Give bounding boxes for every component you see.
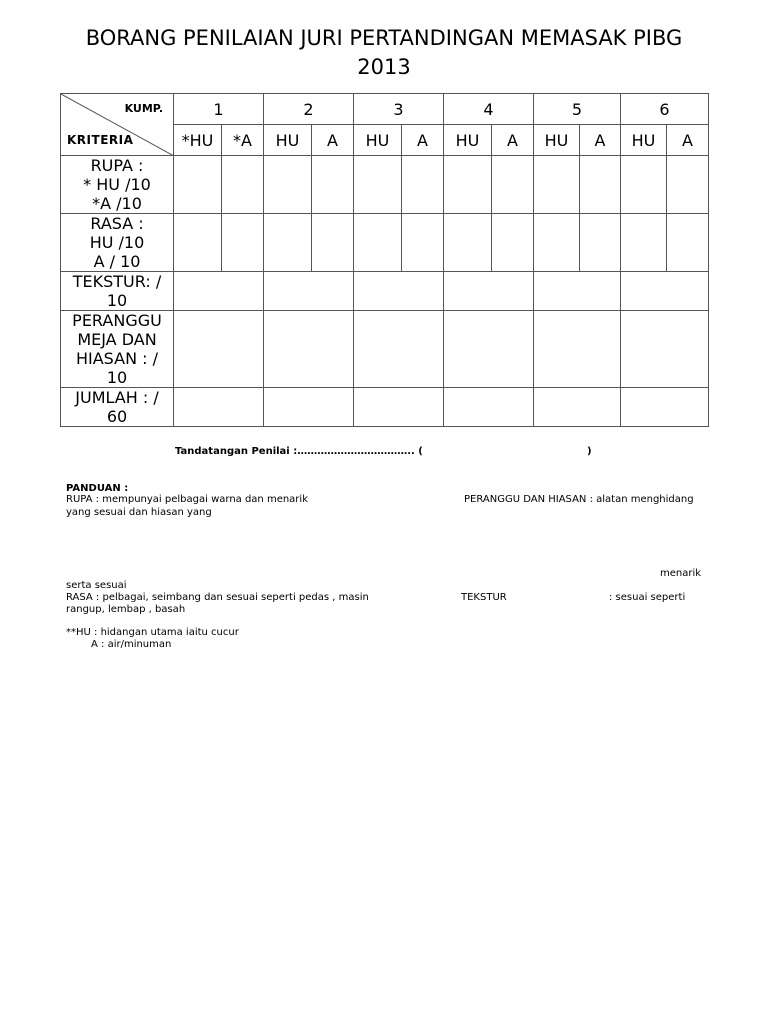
score-cell[interactable] xyxy=(621,272,709,311)
kriteria-label: KRITERIA xyxy=(67,133,134,147)
criteria-label-line: HU /10 xyxy=(89,233,145,252)
signature-line xyxy=(175,446,592,457)
score-cell[interactable] xyxy=(621,214,667,272)
guide-a-note: A : air/minuman xyxy=(91,639,172,650)
signature-label: Tandatangan Penilai :…………………………….. ( xyxy=(175,446,423,457)
sub-header-cell: *A xyxy=(222,125,264,156)
score-cell[interactable] xyxy=(580,214,621,272)
criteria-row xyxy=(61,388,709,427)
form-title-line-2: 2013 xyxy=(357,55,411,79)
score-cell[interactable] xyxy=(444,272,534,311)
scoring-table xyxy=(60,93,709,427)
guide-tekstur-label: TEKSTUR xyxy=(461,592,507,603)
group-header-4: 4 xyxy=(444,94,534,125)
criteria-label-cell xyxy=(61,156,174,214)
group-header-6: 6 xyxy=(621,94,709,125)
signature-close-paren: ) xyxy=(587,446,592,457)
score-cell[interactable] xyxy=(621,388,709,427)
score-cell[interactable] xyxy=(667,214,709,272)
guide-heading: PANDUAN : xyxy=(66,483,129,494)
score-cell[interactable] xyxy=(264,272,354,311)
sub-header-cell: A xyxy=(492,125,534,156)
score-cell[interactable] xyxy=(402,214,444,272)
criteria-label-line: MEJA DAN xyxy=(77,330,157,349)
guide-hu-note: **HU : hidangan utama iaitu cucur xyxy=(66,627,239,638)
group-header-2: 2 xyxy=(264,94,354,125)
criteria-label-cell xyxy=(61,272,174,311)
score-cell[interactable] xyxy=(174,388,264,427)
score-cell[interactable] xyxy=(264,311,354,388)
criteria-row xyxy=(61,272,709,311)
guide-peranggu-line2: menarik xyxy=(660,568,702,579)
score-cell[interactable] xyxy=(354,311,444,388)
criteria-row xyxy=(61,156,709,214)
score-cell[interactable] xyxy=(621,156,667,214)
criteria-label-line: HIASAN : / xyxy=(75,349,158,368)
score-cell[interactable] xyxy=(492,156,534,214)
guide-serta: serta sesuai xyxy=(66,580,127,591)
sub-header-cell: A xyxy=(312,125,354,156)
score-cell[interactable] xyxy=(312,214,354,272)
criteria-label-line: TEKSTUR: / xyxy=(72,272,162,291)
score-cell[interactable] xyxy=(222,214,264,272)
criteria-label-cell xyxy=(61,388,174,427)
score-cell[interactable] xyxy=(354,156,402,214)
score-cell[interactable] xyxy=(534,156,580,214)
score-cell[interactable] xyxy=(534,272,621,311)
score-cell[interactable] xyxy=(534,214,580,272)
score-cell[interactable] xyxy=(402,156,444,214)
score-cell[interactable] xyxy=(264,388,354,427)
score-cell[interactable] xyxy=(354,272,444,311)
criteria-label-line: 10 xyxy=(106,368,128,387)
score-cell[interactable] xyxy=(264,156,312,214)
criteria-row xyxy=(61,311,709,388)
score-cell[interactable] xyxy=(264,214,312,272)
sub-header-cell: HU xyxy=(354,125,402,156)
score-cell[interactable] xyxy=(174,214,222,272)
sub-header-cell: A xyxy=(402,125,444,156)
form-title-line-1: BORANG PENILAIAN JURI PERTANDINGAN MEMASAK PIBG xyxy=(85,26,683,50)
criteria-label-line: RASA : xyxy=(90,214,144,233)
score-cell[interactable] xyxy=(492,214,534,272)
criteria-label-line: 10 xyxy=(106,291,128,310)
group-header-1: 1 xyxy=(174,94,264,125)
score-cell[interactable] xyxy=(534,311,621,388)
guide-rasa-line2: rangup, lembap , basah xyxy=(66,604,186,615)
sub-header-cell: A xyxy=(580,125,621,156)
score-cell[interactable] xyxy=(354,214,402,272)
kump-label: KUMP. xyxy=(124,102,163,115)
criteria-label-line: A / 10 xyxy=(93,252,141,271)
criteria-row xyxy=(61,214,709,272)
score-cell[interactable] xyxy=(174,311,264,388)
guide-peranggu-line1: PERANGGU DAN HIASAN : alatan menghidang xyxy=(464,494,694,505)
score-cell[interactable] xyxy=(534,388,621,427)
sub-header-cell: A xyxy=(667,125,709,156)
score-cell[interactable] xyxy=(354,388,444,427)
sub-header-cell: *HU xyxy=(174,125,222,156)
guide-rasa-line1: RASA : pelbagai, seimbang dan sesuai seperti pedas , masin xyxy=(66,592,369,603)
sub-header-cell: HU xyxy=(264,125,312,156)
score-cell[interactable] xyxy=(444,388,534,427)
criteria-label-line: * HU /10 xyxy=(83,175,151,194)
score-cell[interactable] xyxy=(312,156,354,214)
sub-header-cell: HU xyxy=(534,125,580,156)
score-cell[interactable] xyxy=(222,156,264,214)
criteria-label-line: *A /10 xyxy=(92,194,142,213)
score-cell[interactable] xyxy=(174,272,264,311)
criteria-label-cell xyxy=(61,214,174,272)
group-header-5: 5 xyxy=(534,94,621,125)
diagonal-header-cell xyxy=(61,94,174,156)
criteria-label-line: RUPA : xyxy=(90,156,144,175)
group-header-3: 3 xyxy=(354,94,444,125)
score-cell[interactable] xyxy=(621,311,709,388)
score-cell[interactable] xyxy=(580,156,621,214)
guide-rupa-line2: yang sesuai dan hiasan yang xyxy=(66,507,212,518)
criteria-label-line: 60 xyxy=(106,407,128,426)
score-cell[interactable] xyxy=(667,156,709,214)
sub-header-cell: HU xyxy=(444,125,492,156)
criteria-label-line: JUMLAH : / xyxy=(75,388,159,407)
guide-rupa-line1: RUPA : mempunyai pelbagai warna dan menarik xyxy=(66,494,308,505)
guide-tekstur-desc: : sesuai seperti xyxy=(609,592,686,603)
sub-header-cell: HU xyxy=(621,125,667,156)
score-cell[interactable] xyxy=(174,156,222,214)
criteria-label-line: PERANGGU xyxy=(72,311,162,330)
criteria-label-cell xyxy=(61,311,174,388)
score-cell[interactable] xyxy=(444,156,492,214)
score-cell[interactable] xyxy=(444,311,534,388)
score-cell[interactable] xyxy=(444,214,492,272)
